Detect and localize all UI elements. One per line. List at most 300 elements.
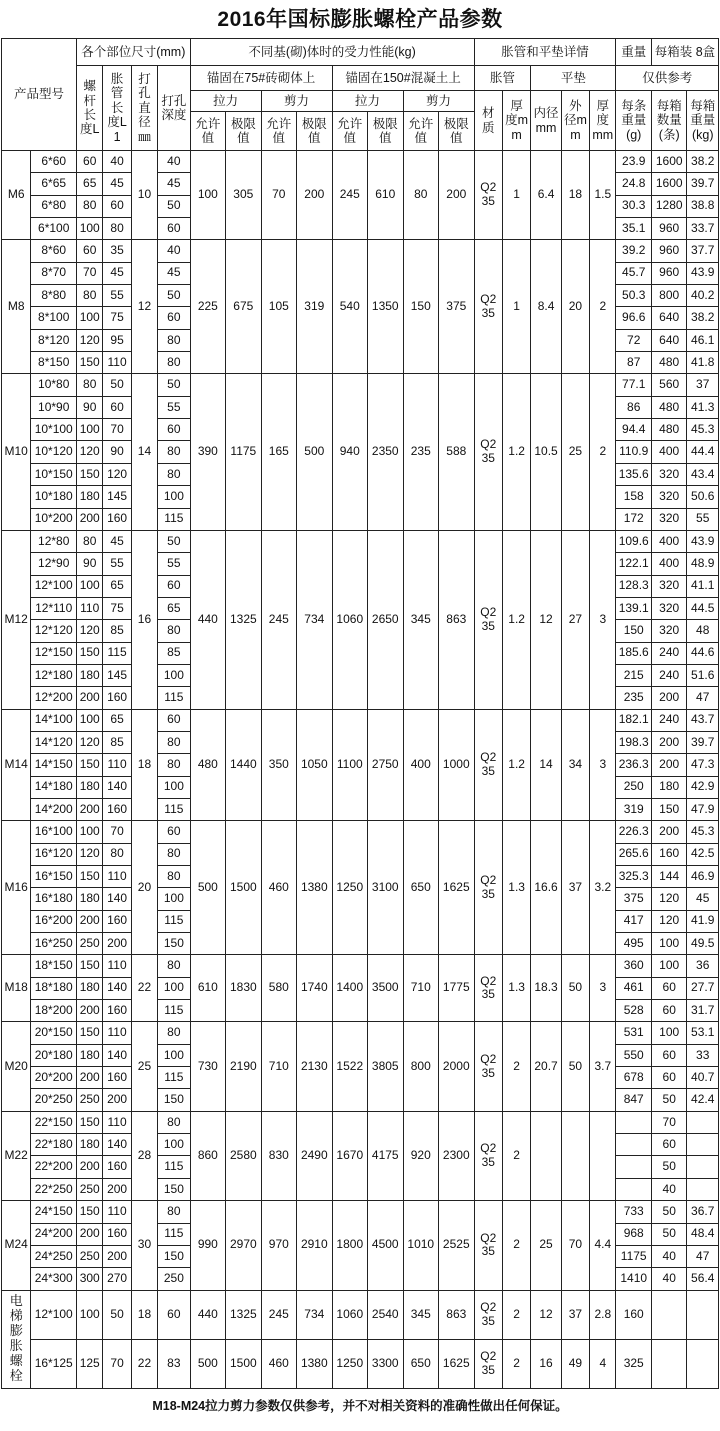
hole-depth: 100 [158,888,190,910]
tube-length: 45 [103,530,131,552]
model-spec: 6*100 [31,218,77,240]
model-spec: 8*100 [31,307,77,329]
hole-depth: 45 [158,262,190,284]
unit-weight: 198.3 [616,731,651,753]
box-weight [687,1178,719,1200]
box-quantity: 480 [651,419,686,441]
model-spec: 6*80 [31,195,77,217]
table-row [2,1290,719,1339]
concrete-shear-limit: 1000 [438,709,474,821]
elevator-bolt-label: 电梯膨胀螺栓 [2,1290,31,1388]
model-spec: 16*125 [31,1339,77,1388]
box-weight [687,1290,719,1339]
model-spec: 14*120 [31,731,77,753]
unit-weight: 733 [616,1201,651,1223]
header-limit: 极限值 [438,112,474,151]
box-quantity: 60 [651,1134,686,1156]
box-weight: 43.4 [687,463,719,485]
washer-outer: 50 [561,955,589,1022]
concrete-shear-limit: 2525 [438,1201,474,1290]
tube-material: Q235 [474,1339,502,1388]
hole-depth: 100 [158,1044,190,1066]
model-spec: 20*200 [31,1067,77,1089]
box-quantity: 40 [651,1178,686,1200]
table-row [2,530,719,552]
concrete-shear-limit: 200 [438,151,474,240]
bolt-length: 150 [77,463,103,485]
bolt-length: 125 [77,1339,103,1388]
brick-shear-limit: 200 [297,151,332,240]
hole-depth: 80 [158,866,190,888]
hole-depth: 60 [158,307,190,329]
concrete-shear-allow: 345 [403,1290,438,1339]
header-tube-len: 胀管长度L1 [103,66,131,151]
tube-length: 140 [103,1134,131,1156]
concrete-shear-limit: 2000 [438,1022,474,1111]
tube-length: 115 [103,642,131,664]
tube-thickness: 1.2 [502,530,530,709]
bolt-length: 80 [77,195,103,217]
hole-depth: 115 [158,1000,190,1022]
header-brick-tension: 拉力 [190,91,261,112]
unit-weight: 23.9 [616,151,651,173]
bolt-length: 150 [77,754,103,776]
model-spec: 10*100 [31,419,77,441]
box-weight: 44.6 [687,642,719,664]
bolt-length: 100 [77,575,103,597]
box-quantity: 40 [651,1245,686,1267]
tube-length: 200 [103,933,131,955]
bolt-length: 200 [77,798,103,820]
brick-shear-allow: 245 [261,1290,296,1339]
model-spec: 8*120 [31,329,77,351]
header-allow: 允许值 [190,112,225,151]
tube-length: 40 [103,151,131,173]
box-quantity: 240 [651,664,686,686]
tube-length: 60 [103,396,131,418]
hole-depth: 115 [158,910,190,932]
brick-tension-limit: 2190 [226,1022,261,1111]
tube-length: 200 [103,1245,131,1267]
tube-thickness: 1.2 [502,709,530,821]
box-quantity: 560 [651,374,686,396]
table-row [2,240,719,262]
model-spec: 16*180 [31,888,77,910]
tube-length: 85 [103,731,131,753]
hole-depth: 100 [158,977,190,999]
brick-shear-limit: 319 [297,240,332,374]
unit-weight: 50.3 [616,285,651,307]
bolt-length: 120 [77,329,103,351]
hole-depth: 80 [158,955,190,977]
bolt-length: 80 [77,530,103,552]
box-quantity: 60 [651,1000,686,1022]
bolt-length: 200 [77,1067,103,1089]
model-spec: 20*180 [31,1044,77,1066]
unit-weight [616,1134,651,1156]
box-weight: 40.2 [687,285,719,307]
bolt-length: 180 [77,1134,103,1156]
tube-length: 160 [103,687,131,709]
box-weight: 50.6 [687,486,719,508]
model-spec: 10*200 [31,508,77,530]
concrete-shear-limit: 375 [438,240,474,374]
box-quantity: 200 [651,687,686,709]
header-limit: 极限值 [297,112,332,151]
bolt-length: 180 [77,977,103,999]
bolt-length: 200 [77,1156,103,1178]
box-weight [687,1134,719,1156]
bolt-length: 300 [77,1268,103,1290]
model-spec: 18*150 [31,955,77,977]
concrete-tension-limit: 3100 [368,821,403,955]
bolt-length: 180 [77,888,103,910]
header-concrete-tension: 拉力 [332,91,403,112]
header-box-weight: 每箱重量(kg) [687,91,719,151]
model-spec: 16*100 [31,821,77,843]
box-weight: 33.7 [687,218,719,240]
hole-depth: 80 [158,731,190,753]
tube-length: 160 [103,798,131,820]
hole-depth: 50 [158,374,190,396]
brick-shear-limit: 734 [297,530,332,709]
bolt-length: 200 [77,1000,103,1022]
tube-length: 110 [103,1111,131,1133]
box-weight: 53.1 [687,1022,719,1044]
washer-thickness: 3.2 [590,821,616,955]
unit-weight: 150 [616,620,651,642]
header-allow: 允许值 [261,112,296,151]
bolt-length: 90 [77,396,103,418]
box-quantity: 640 [651,329,686,351]
concrete-tension-allow: 1060 [332,530,367,709]
hole-diameter: 10 [131,151,157,240]
hole-depth: 150 [158,1178,190,1200]
unit-weight: 96.6 [616,307,651,329]
tube-length: 45 [103,262,131,284]
model-spec: 12*200 [31,687,77,709]
brick-shear-allow: 165 [261,374,296,530]
header-tube: 胀管 [474,66,531,91]
box-quantity: 1600 [651,173,686,195]
brick-tension-limit: 675 [226,240,261,374]
tube-thickness: 2 [502,1339,530,1388]
concrete-shear-allow: 150 [403,240,438,374]
unit-weight: 39.2 [616,240,651,262]
unit-weight: 968 [616,1223,651,1245]
tube-length: 145 [103,486,131,508]
model-spec: 14*180 [31,776,77,798]
header-limit: 极限值 [368,112,403,151]
concrete-tension-allow: 940 [332,374,367,530]
header-hole-depth: 打孔深度 [158,66,190,151]
concrete-shear-limit: 588 [438,374,474,530]
hole-depth: 80 [158,754,190,776]
unit-weight: 139.1 [616,597,651,619]
hole-diameter: 18 [131,709,157,821]
brick-shear-limit: 1380 [297,1339,332,1388]
model-spec: 22*200 [31,1156,77,1178]
box-quantity [651,1290,686,1339]
concrete-tension-limit: 2540 [368,1290,403,1339]
box-quantity: 160 [651,843,686,865]
washer-outer: 49 [561,1339,589,1388]
tube-length: 65 [103,575,131,597]
hole-diameter: 16 [131,530,157,709]
bolt-length: 65 [77,173,103,195]
unit-weight: 250 [616,776,651,798]
washer-thickness: 3.7 [590,1022,616,1111]
unit-weight: 86 [616,396,651,418]
box-quantity: 240 [651,642,686,664]
tube-length: 70 [103,1339,131,1388]
bolt-length: 180 [77,486,103,508]
bolt-length: 60 [77,151,103,173]
model-spec: 16*150 [31,866,77,888]
hole-depth: 100 [158,1134,190,1156]
brick-tension-allow: 860 [190,1111,225,1200]
brick-shear-limit: 2130 [297,1022,332,1111]
header-weight: 重量 [616,39,651,66]
tube-length: 35 [103,240,131,262]
box-weight: 45.3 [687,419,719,441]
hole-depth: 65 [158,597,190,619]
unit-weight: 236.3 [616,754,651,776]
model-spec: 6*65 [31,173,77,195]
washer-inner: 14 [531,709,561,821]
bolt-length: 100 [77,307,103,329]
brick-tension-limit: 1325 [226,530,261,709]
tube-material: Q235 [474,1201,502,1290]
tube-length: 110 [103,866,131,888]
unit-weight: 172 [616,508,651,530]
bolt-length: 100 [77,419,103,441]
model-spec: 10*120 [31,441,77,463]
brick-shear-allow: 830 [261,1111,296,1200]
model-spec: 16*120 [31,843,77,865]
hole-depth: 100 [158,776,190,798]
unit-weight: 461 [616,977,651,999]
box-weight: 38.8 [687,195,719,217]
box-quantity: 50 [651,1201,686,1223]
hole-depth: 80 [158,352,190,374]
tube-thickness: 1 [502,151,530,240]
box-weight: 49.5 [687,933,719,955]
washer-outer: 27 [561,530,589,709]
unit-weight: 135.6 [616,463,651,485]
bolt-length: 150 [77,955,103,977]
table-row [2,821,719,843]
bolt-length: 250 [77,933,103,955]
bolt-length: 150 [77,866,103,888]
concrete-shear-limit: 1625 [438,821,474,955]
model-spec: 12*100 [31,575,77,597]
model-spec: 24*250 [31,1245,77,1267]
bolt-length: 60 [77,240,103,262]
box-quantity: 50 [651,1156,686,1178]
box-weight: 41.3 [687,396,719,418]
model-spec: 8*150 [31,352,77,374]
tube-thickness: 2 [502,1022,530,1111]
box-weight: 46.1 [687,329,719,351]
unit-weight: 847 [616,1089,651,1111]
brick-shear-allow: 70 [261,151,296,240]
box-quantity: 1280 [651,195,686,217]
hole-depth: 100 [158,664,190,686]
hole-depth: 115 [158,1223,190,1245]
header-ref: 仅供参考 [616,66,719,91]
box-weight: 42.9 [687,776,719,798]
header-tube-washer: 胀管和平垫详情 [474,39,616,66]
unit-weight: 265.6 [616,843,651,865]
unit-weight: 109.6 [616,530,651,552]
hole-depth: 80 [158,463,190,485]
washer-inner: 8.4 [531,240,561,374]
box-weight: 45.3 [687,821,719,843]
concrete-tension-allow: 1670 [332,1111,367,1200]
washer-thickness: 4.4 [590,1201,616,1290]
hole-diameter: 12 [131,240,157,374]
brick-tension-allow: 610 [190,955,225,1022]
concrete-shear-allow: 1010 [403,1201,438,1290]
hole-depth: 80 [158,620,190,642]
header-dims: 各个部位尺寸(mm) [77,39,191,66]
box-quantity: 960 [651,218,686,240]
hole-depth: 80 [158,1022,190,1044]
tube-thickness: 1.2 [502,374,530,530]
box-weight: 56.4 [687,1268,719,1290]
brick-shear-allow: 970 [261,1201,296,1290]
concrete-shear-allow: 710 [403,955,438,1022]
concrete-shear-limit: 2300 [438,1111,474,1200]
tube-thickness: 1.3 [502,955,530,1022]
header-force: 不同基(砌)体时的受力性能(kg) [190,39,474,66]
bolt-length: 80 [77,374,103,396]
concrete-tension-limit: 2650 [368,530,403,709]
unit-weight: 94.4 [616,419,651,441]
unit-weight: 215 [616,664,651,686]
box-quantity: 200 [651,821,686,843]
box-weight: 44.4 [687,441,719,463]
concrete-shear-allow: 650 [403,1339,438,1388]
box-quantity: 40 [651,1268,686,1290]
concrete-tension-allow: 245 [332,151,367,240]
brick-shear-limit: 500 [297,374,332,530]
hole-diameter: 22 [131,955,157,1022]
box-quantity: 800 [651,285,686,307]
box-quantity: 60 [651,1067,686,1089]
unit-weight: 226.3 [616,821,651,843]
model-group: M20 [2,1022,31,1111]
table-row [2,1339,719,1388]
unit-weight: 30.3 [616,195,651,217]
concrete-tension-limit: 3500 [368,955,403,1022]
concrete-tension-allow: 1250 [332,1339,367,1388]
tube-length: 160 [103,1067,131,1089]
hole-diameter: 20 [131,821,157,955]
box-weight: 55 [687,508,719,530]
unit-weight: 235 [616,687,651,709]
box-weight: 38.2 [687,151,719,173]
box-quantity: 120 [651,888,686,910]
box-quantity: 480 [651,352,686,374]
concrete-shear-limit: 1625 [438,1339,474,1388]
tube-length: 200 [103,1178,131,1200]
brick-tension-allow: 440 [190,530,225,709]
tube-length: 200 [103,1089,131,1111]
model-spec: 24*150 [31,1201,77,1223]
unit-weight: 185.6 [616,642,651,664]
concrete-shear-allow: 400 [403,709,438,821]
tube-length: 160 [103,1156,131,1178]
tube-material: Q235 [474,709,502,821]
table-row [2,374,719,396]
model-group: M16 [2,821,31,955]
hole-diameter: 18 [131,1290,157,1339]
box-quantity: 100 [651,955,686,977]
hole-diameter: 28 [131,1111,157,1200]
tube-length: 140 [103,1044,131,1066]
header-allow: 允许值 [403,112,438,151]
tube-material: Q235 [474,374,502,530]
model-spec: 12*120 [31,620,77,642]
unit-weight: 35.1 [616,218,651,240]
unit-weight: 122.1 [616,553,651,575]
model-spec: 8*70 [31,262,77,284]
washer-thickness: 4 [590,1339,616,1388]
bolt-length: 150 [77,1111,103,1133]
unit-weight: 45.7 [616,262,651,284]
brick-shear-limit: 1380 [297,821,332,955]
hole-depth: 250 [158,1268,190,1290]
brick-shear-limit: 2490 [297,1111,332,1200]
brick-shear-limit: 1050 [297,709,332,821]
model-spec: 14*200 [31,798,77,820]
tube-length: 140 [103,776,131,798]
brick-tension-allow: 500 [190,1339,225,1388]
brick-tension-allow: 225 [190,240,225,374]
washer-thickness: 3 [590,955,616,1022]
model-group: M14 [2,709,31,821]
box-quantity: 240 [651,709,686,731]
tube-length: 110 [103,1022,131,1044]
unit-weight: 182.1 [616,709,651,731]
header-inner: 内径mm [531,91,561,151]
unit-weight: 87 [616,352,651,374]
box-weight: 41.9 [687,910,719,932]
model-spec: 12*150 [31,642,77,664]
tube-length: 80 [103,218,131,240]
brick-tension-limit: 2970 [226,1201,261,1290]
concrete-tension-limit: 4175 [368,1111,403,1200]
bolt-length: 120 [77,843,103,865]
hole-depth: 40 [158,151,190,173]
tube-length: 140 [103,888,131,910]
box-weight [687,1339,719,1388]
footer-note: M18-M24拉力剪力参数仅供参考，并不对相关资料的准确性做出任何保证。 [152,1398,568,1413]
concrete-tension-limit: 3805 [368,1022,403,1111]
tube-length: 45 [103,173,131,195]
box-weight: 39.7 [687,731,719,753]
tube-material: Q235 [474,151,502,240]
hole-depth: 115 [158,1067,190,1089]
tube-material: Q235 [474,821,502,955]
bolt-length: 120 [77,441,103,463]
box-quantity: 1600 [651,151,686,173]
bolt-length: 200 [77,687,103,709]
box-quantity: 320 [651,597,686,619]
box-weight: 47 [687,1245,719,1267]
